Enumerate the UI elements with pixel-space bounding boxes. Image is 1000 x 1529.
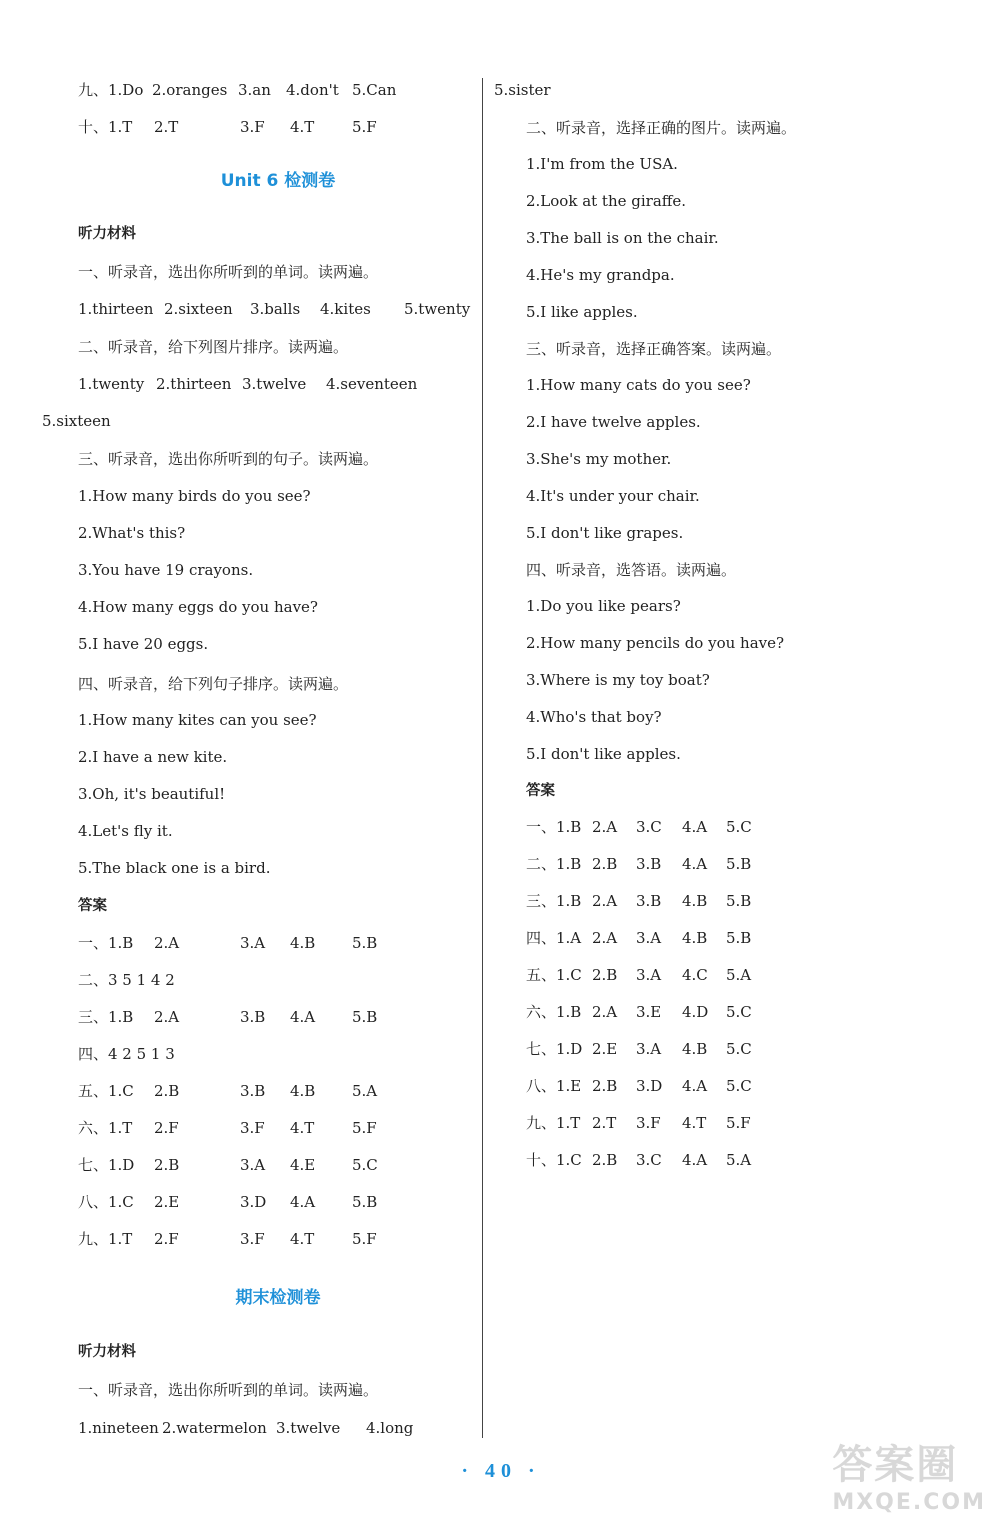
answer-cell: 5.C xyxy=(726,1077,752,1095)
answer-cell: 2.A xyxy=(154,1008,180,1026)
answer-row xyxy=(526,1113,786,1133)
answer-cell: 4.C xyxy=(682,966,708,984)
sentence-item: 1.I'm from the USA. xyxy=(526,155,678,173)
answer-cell: 3.twelve xyxy=(276,1419,341,1437)
question-heading: 一、听录音，选出你所听到的单词。读两遍。 xyxy=(78,263,379,281)
question-heading: 三、听录音，选择正确答案。读两遍。 xyxy=(526,340,782,358)
question-heading: 一、听录音，选出你所听到的单词。读两遍。 xyxy=(78,1381,379,1399)
answer-cell: 六、1.T xyxy=(78,1119,133,1137)
answer-cell: 3.E xyxy=(636,1003,662,1021)
answer-cell: 2.A xyxy=(592,892,618,910)
answer-cell: 3.B xyxy=(636,855,662,873)
answer-cell: 2.E xyxy=(154,1193,180,1211)
answer-cell: 4.B xyxy=(682,892,708,910)
answer-cell: 3.C xyxy=(636,1151,662,1169)
answer-cell: 一、1.B xyxy=(78,934,134,952)
answer-cell: 九、1.T xyxy=(526,1114,581,1132)
answer-cell: 4.A xyxy=(682,1151,708,1169)
answer-cell: 2.watermelon xyxy=(162,1419,267,1437)
sentence-item: 5.The black one is a bird. xyxy=(78,859,271,877)
question-heading: 二、听录音，给下列图片排序。读两遍。 xyxy=(78,338,349,356)
sentence-item: 2.I have a new kite. xyxy=(78,748,228,766)
answer-row xyxy=(526,928,786,948)
sentence-item: 4.It's under your chair. xyxy=(526,487,700,505)
sentence-item: 5.I like apples. xyxy=(526,303,638,321)
answer-cell: 3.F xyxy=(240,1119,265,1137)
answer-cell: 1.nineteen xyxy=(78,1419,159,1437)
sentence-item: 3.The ball is on the chair. xyxy=(526,229,719,247)
answer-cell: 1.twenty xyxy=(78,375,145,393)
answer-cell: 2.B xyxy=(592,1077,618,1095)
answer-cell: 5.B xyxy=(726,892,752,910)
answer-cell: 4.A xyxy=(682,818,708,836)
answer-cell: 九、1.T xyxy=(78,1230,133,1248)
answer-cell: 4.A xyxy=(682,1077,708,1095)
answer-cell: 4.T xyxy=(290,118,315,136)
answer-row xyxy=(526,1150,786,1170)
answer-cell: 5.F xyxy=(352,1119,377,1137)
answer-cell: 4.E xyxy=(290,1156,316,1174)
subsection-heading: 听力材料 xyxy=(78,1344,136,1360)
sentence-item: 1.Do you like pears? xyxy=(526,597,681,615)
sentence-item: 5.I don't like grapes. xyxy=(526,524,684,542)
answer-cell: 2.E xyxy=(592,1040,618,1058)
answer-cell: 3.F xyxy=(240,118,265,136)
answer-cell: 五、1.C xyxy=(526,966,582,984)
answer-cell: 4.A xyxy=(290,1008,316,1026)
sentence-item: 4.How many eggs do you have? xyxy=(78,598,318,616)
answer-cell: 5.C xyxy=(352,1156,378,1174)
answer-cell: 5.C xyxy=(726,1040,752,1058)
word-row xyxy=(78,1418,436,1438)
answer-cell: 4.B xyxy=(682,929,708,947)
answer-cell: 5.F xyxy=(726,1114,751,1132)
answer-row xyxy=(78,117,412,137)
answer-cell: 5.A xyxy=(352,1082,378,1100)
answer-cell: 2.B xyxy=(154,1156,180,1174)
answer-cell: 一、1.B xyxy=(526,818,582,836)
answer-cell: 2.oranges xyxy=(152,81,228,99)
answer-cell: 3.A xyxy=(240,1156,266,1174)
answer-row xyxy=(526,1002,786,1022)
answer-row xyxy=(78,1044,278,1064)
answer-cell: 3.B xyxy=(636,892,662,910)
answer-cell: 3.B xyxy=(240,1082,266,1100)
answer-cell: 十、1.T xyxy=(78,118,133,136)
answer-row xyxy=(526,1076,786,1096)
sentence-item: 1.How many birds do you see? xyxy=(78,487,311,505)
answer-cell: 3.A xyxy=(636,966,662,984)
answer-cell: 5.B xyxy=(352,1008,378,1026)
answer-cell: 4.seventeen xyxy=(326,375,418,393)
word-item: 5.sister xyxy=(494,81,551,99)
answer-cell: 5.C xyxy=(726,1003,752,1021)
answer-row xyxy=(78,80,412,100)
answer-cell: 2.F xyxy=(154,1119,179,1137)
answer-cell: 3.twelve xyxy=(242,375,307,393)
sentence-item: 3.You have 19 crayons. xyxy=(78,561,254,579)
answer-cell: 5.C xyxy=(726,818,752,836)
answer-cell: 4.don't xyxy=(286,81,339,99)
sentence-item: 4.Who's that boy? xyxy=(526,708,662,726)
answer-cell: 1.thirteen xyxy=(78,300,154,318)
answer-cell: 2.F xyxy=(154,1230,179,1248)
answer-cell: 5.A xyxy=(726,1151,752,1169)
watermark-sub: MXQE.COM xyxy=(832,1490,986,1515)
answer-cell: 3.B xyxy=(240,1008,266,1026)
answer-cell: 八、1.E xyxy=(526,1077,582,1095)
answer-cell: 5.twenty xyxy=(404,300,471,318)
word-row xyxy=(78,299,484,319)
answer-cell: 四、4 2 5 1 3 xyxy=(78,1045,175,1063)
answer-cell: 5.F xyxy=(352,118,377,136)
answer-cell: 2.B xyxy=(154,1082,180,1100)
answer-cell: 2.B xyxy=(592,1151,618,1169)
answer-row xyxy=(526,965,786,985)
answer-row xyxy=(78,1007,412,1027)
answer-cell: 3.C xyxy=(636,818,662,836)
answer-cell: 三、1.B xyxy=(78,1008,134,1026)
answer-row xyxy=(78,1229,412,1249)
answer-cell: 2.A xyxy=(592,818,618,836)
answer-cell: 二、3 5 1 4 2 xyxy=(78,971,175,989)
answer-row xyxy=(526,1039,786,1059)
answer-row xyxy=(78,1081,412,1101)
answer-cell: 2.A xyxy=(592,1003,618,1021)
question-heading: 三、听录音，选出你所听到的句子。读两遍。 xyxy=(78,450,379,468)
section-title: Unit 6 检测卷 xyxy=(220,171,336,191)
sentence-item: 2.Look at the giraffe. xyxy=(526,192,687,210)
answers-heading: 答案 xyxy=(526,783,555,799)
sentence-item: 2.What's this? xyxy=(78,524,186,542)
answer-cell: 2.thirteen xyxy=(156,375,232,393)
answer-cell: 4.T xyxy=(290,1230,315,1248)
answer-row xyxy=(526,891,786,911)
section-title: 期末检测卷 xyxy=(235,1288,321,1308)
sentence-item: 5.I have 20 eggs. xyxy=(78,635,209,653)
answer-cell: 4.D xyxy=(682,1003,709,1021)
watermark-main: 答案圈 xyxy=(832,1442,959,1488)
answer-cell: 4.A xyxy=(290,1193,316,1211)
answer-cell: 3.F xyxy=(636,1114,661,1132)
answer-cell: 七、1.D xyxy=(526,1040,583,1058)
answer-cell: 2.B xyxy=(592,855,618,873)
answer-row xyxy=(78,933,412,953)
answer-cell: 2.T xyxy=(154,118,179,136)
answer-row xyxy=(78,970,278,990)
answer-cell: 5.B xyxy=(352,1193,378,1211)
answer-cell: 4.A xyxy=(682,855,708,873)
answers-heading: 答案 xyxy=(78,898,107,914)
answer-cell: 九、1.Do xyxy=(78,81,144,99)
answer-cell: 3.A xyxy=(240,934,266,952)
word-row xyxy=(78,374,426,394)
watermark-logo xyxy=(832,1433,986,1515)
answer-cell: 4.T xyxy=(682,1114,707,1132)
word-item: 5.sixteen xyxy=(42,412,111,430)
answer-cell: 4.kites xyxy=(320,300,371,318)
answer-cell: 四、1.A xyxy=(526,929,582,947)
answer-row xyxy=(78,1192,412,1212)
answer-cell: 3.an xyxy=(238,81,271,99)
sentence-item: 3.She's my mother. xyxy=(526,450,672,468)
answer-row xyxy=(78,1118,412,1138)
question-heading: 四、听录音，选答语。读两遍。 xyxy=(526,561,737,579)
answer-cell: 二、1.B xyxy=(526,855,582,873)
answer-cell: 3.balls xyxy=(250,300,301,318)
answer-cell: 3.F xyxy=(240,1230,265,1248)
answer-cell: 八、1.C xyxy=(78,1193,134,1211)
answer-cell: 2.B xyxy=(592,966,618,984)
column-divider xyxy=(482,78,483,1438)
sentence-item: 2.I have twelve apples. xyxy=(526,413,701,431)
answer-cell: 七、1.D xyxy=(78,1156,135,1174)
sentence-item: 2.How many pencils do you have? xyxy=(526,634,785,652)
answer-cell: 3.D xyxy=(636,1077,663,1095)
sentence-item: 1.How many kites can you see? xyxy=(78,711,317,729)
answer-cell: 5.Can xyxy=(352,81,397,99)
answer-cell: 5.B xyxy=(726,855,752,873)
subsection-heading: 听力材料 xyxy=(78,226,136,242)
answer-cell: 2.A xyxy=(154,934,180,952)
answer-cell: 5.F xyxy=(352,1230,377,1248)
answer-cell: 5.B xyxy=(726,929,752,947)
answer-cell: 五、1.C xyxy=(78,1082,134,1100)
page-number: · 40 · xyxy=(461,1460,541,1482)
sentence-item: 4.Let's fly it. xyxy=(78,822,173,840)
answer-cell: 4.T xyxy=(290,1119,315,1137)
answer-cell: 3.D xyxy=(240,1193,267,1211)
answer-cell: 2.A xyxy=(592,929,618,947)
answer-row xyxy=(526,817,786,837)
answer-cell: 十、1.C xyxy=(526,1151,582,1169)
sentence-item: 3.Where is my toy boat? xyxy=(526,671,710,689)
answer-cell: 4.B xyxy=(682,1040,708,1058)
answer-cell: 4.long xyxy=(366,1419,414,1437)
answer-row xyxy=(78,1155,412,1175)
sentence-item: 3.Oh, it's beautiful! xyxy=(78,785,226,803)
answer-cell: 5.A xyxy=(726,966,752,984)
answer-cell: 2.sixteen xyxy=(164,300,233,318)
sentence-item: 4.He's my grandpa. xyxy=(526,266,675,284)
sentence-item: 5.I don't like apples. xyxy=(526,745,681,763)
question-heading: 四、听录音，给下列句子排序。读两遍。 xyxy=(78,675,349,693)
answer-cell: 三、1.B xyxy=(526,892,582,910)
question-heading: 二、听录音，选择正确的图片。读两遍。 xyxy=(526,119,797,137)
answer-cell: 3.A xyxy=(636,1040,662,1058)
answer-cell: 3.A xyxy=(636,929,662,947)
answer-cell: 5.B xyxy=(352,934,378,952)
answer-cell: 4.B xyxy=(290,1082,316,1100)
sentence-item: 1.How many cats do you see? xyxy=(526,376,751,394)
answer-row xyxy=(526,854,786,874)
answer-cell: 4.B xyxy=(290,934,316,952)
answer-cell: 2.T xyxy=(592,1114,617,1132)
answer-cell: 六、1.B xyxy=(526,1003,582,1021)
